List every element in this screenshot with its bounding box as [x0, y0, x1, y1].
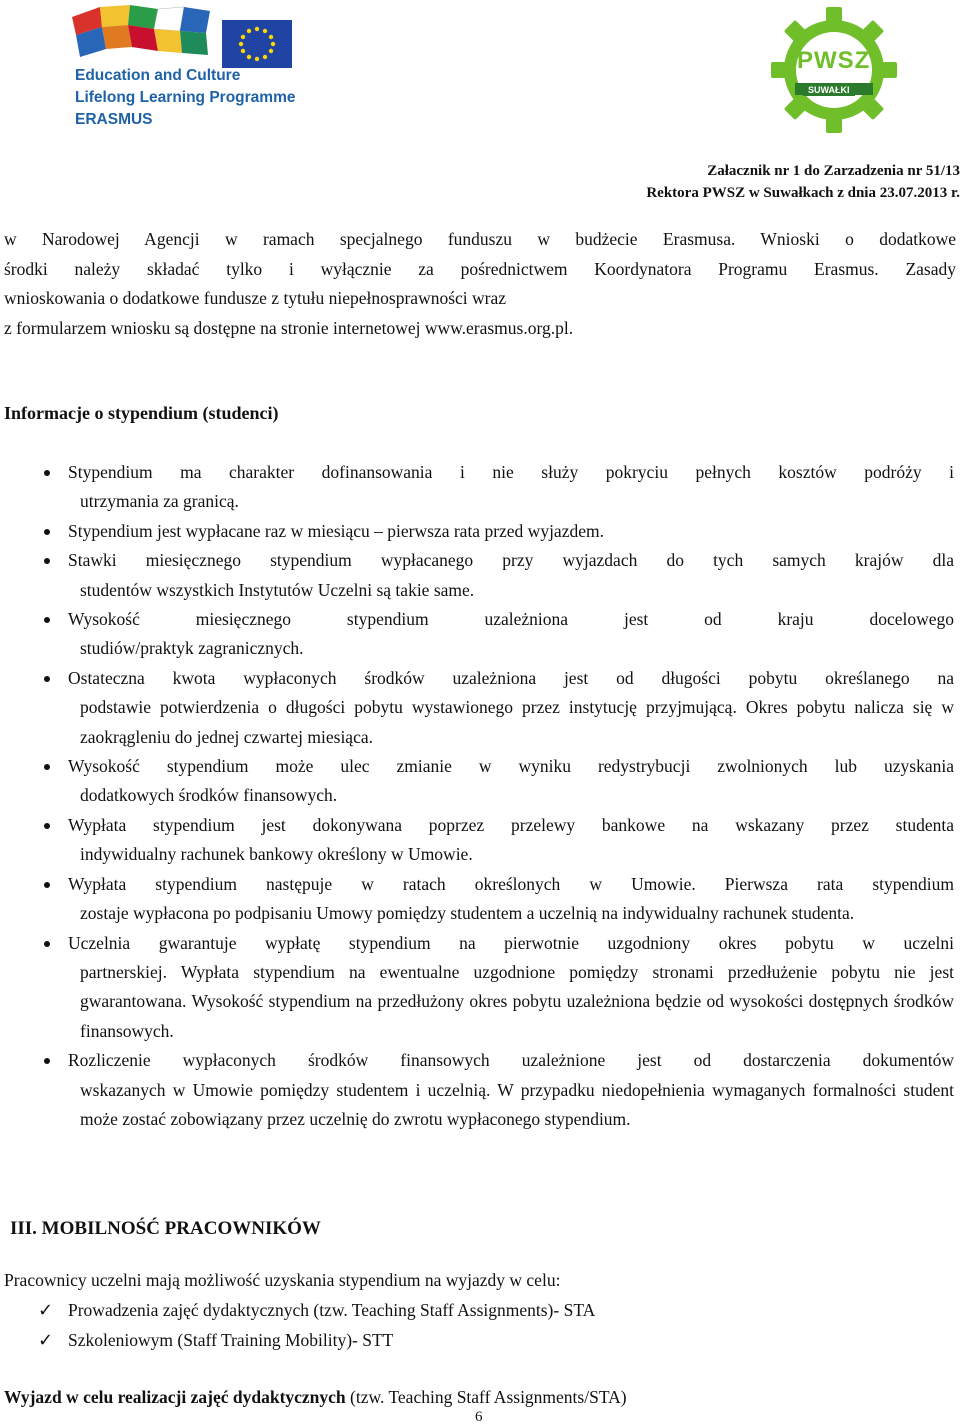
list-item-first-line: Wysokość stypendium może ulec zmianie w wyniku redystrybucji zwolnionych lub uzyskania — [68, 756, 954, 777]
subsection-heading-normal: (tzw. Teaching Staff Assignments/STA) — [345, 1387, 627, 1407]
staff-purpose-list — [0, 1296, 960, 1355]
bullet-icon — [44, 558, 50, 564]
checkmark-icon: ✓ — [38, 1300, 54, 1321]
list-item — [0, 929, 960, 1047]
student-info-list — [0, 458, 960, 1134]
list-item-first-line: Wypłata stypendium następuje w ratach określonych w Umowie. Pierwsza rata stypendium — [68, 873, 954, 894]
list-item-first-line: Stawki miesięcznego stypendium wypłacanego przy wyjazdach do tych samych krajów dla — [68, 550, 954, 571]
list-item — [0, 870, 960, 929]
list-item-first-line: Ostateczna kwota wypłaconych środków uzależniona jest od długości pobytu określanego na — [68, 667, 954, 688]
section-heading-students: Informacje o stypendium (studenci) — [4, 403, 279, 423]
list-item — [0, 605, 960, 664]
staff-intro: Pracownicy uczelni mają możliwość uzyskania stypendium na wyjazdy w celu: — [4, 1270, 561, 1290]
list-item-text: utrzymania za granicą. — [80, 491, 239, 512]
list-item-first-line: Rozliczenie wypłaconych środków finansowych uzależnione jest od dostarczenia dokumentów — [68, 1050, 954, 1071]
bullet-icon — [44, 676, 50, 682]
list-item — [0, 811, 960, 870]
list-item-text: podstawie potwierdzenia o długości pobytu wystawionego przez instytucję przyjmującą. Okres pobytu nalicza się w zaokrągleniu do jednej czwartej miesiąca. — [80, 697, 954, 747]
pwsz-logo-subtitle: SUWAŁKI — [803, 84, 855, 96]
flag-mosaic-icon — [72, 5, 212, 60]
eu-flag-icon — [222, 20, 292, 68]
intro-line: wnioskowania o dodatkowe fundusze z tytułu niepełnosprawności wraz — [4, 288, 507, 308]
bullet-icon — [44, 617, 50, 623]
list-item-text: studentów wszystkich Instytutów Uczelni są takie same. — [80, 579, 475, 600]
list-item-first-line: Wysokość miesięcznego stypendium uzależniona jest od kraju docelowego — [68, 609, 954, 630]
bullet-icon — [44, 941, 50, 947]
list-item-first-line: Wypłata stypendium jest dokonywana poprzez przelewy bankowe na wskazany przez studenta — [68, 814, 954, 835]
list-item — [0, 752, 960, 811]
intro-line: środki należy składać tylko i wyłącznie za pośrednictwem Koordynatora Programu Erasmus. Zasady — [4, 258, 956, 279]
bullet-icon — [44, 764, 50, 770]
list-item — [0, 1046, 960, 1134]
list-item-text: partnerskiej. Wypłata stypendium na ewentualne uzgodnione pomiędzy stronami przedłużenie pobytu nie jest gwarantowana. Wysokość stypendium na przedłużony okres pobytu uzależniona będzie od wysokości dostępnych środków finansowych. — [80, 961, 954, 1041]
page-number: 6 — [475, 1409, 483, 1425]
list-item-text: dodatkowych środków finansowych. — [80, 785, 338, 806]
list-item-text: studiów/praktyk zagranicznych. — [80, 638, 304, 659]
checkmark-icon: ✓ — [38, 1329, 54, 1351]
intro-line: z formularzem wniosku są dostępne na stronie internetowej www.erasmus.org.pl. — [4, 317, 574, 338]
list-item — [0, 458, 960, 517]
list-item-first-line: Stypendium jest wypłacane raz w miesiącu – pierwsza rata przed wyjazdem. — [68, 520, 604, 541]
pwsz-logo-text: PWSZ — [797, 47, 871, 74]
logo-line-2: Lifelong Learning Programme — [75, 89, 296, 106]
bullet-icon — [44, 882, 50, 888]
document-reference-line-1: Załacznik nr 1 do Zarzadzenia nr 51/13 — [707, 163, 960, 179]
list-item — [0, 1326, 960, 1356]
bullet-icon — [44, 470, 50, 476]
list-item — [0, 664, 960, 752]
erasmus-logo — [72, 5, 297, 135]
list-item-first-line: Stypendium ma charakter dofinansowania i nie służy pokryciu pełnych kosztów podróży i — [68, 462, 954, 482]
list-item — [0, 1296, 960, 1326]
subsection-heading-bold: Wyjazd w celu realizacji zajęć dydaktycznych — [4, 1387, 346, 1407]
list-item-first-line: Uczelnia gwarantuje wypłatę stypendium na pierwotnie uzgodniony okres pobytu w uczelni — [68, 932, 954, 953]
section-heading-staff: III. MOBILNOŚĆ PRACOWNIKÓW — [10, 1218, 321, 1239]
bullet-icon — [44, 1058, 50, 1064]
logo-line-3: ERASMUS — [75, 111, 153, 128]
bullet-icon — [44, 529, 50, 535]
list-item-text: Prowadzenia zajęć dydaktycznych (tzw. Teaching Staff Assignments)- STA — [68, 1300, 596, 1320]
list-item-text: indywidualny rachunek bankowy określony w Umowie. — [80, 844, 473, 865]
logo-line-1: Education and Culture — [75, 67, 241, 84]
list-item-text: wskazanych w Umowie pomiędzy studentem i uczelnią. W przypadku niedopełnienia wymaganych formalności student może zostać zobowiązany przez uczelnię do zwrotu wypłaconego stypendium. — [80, 1079, 954, 1129]
bullet-icon — [44, 823, 50, 829]
intro-paragraph — [4, 225, 956, 343]
logo-text — [75, 65, 295, 131]
intro-line: w Narodowej Agencji w ramach specjalnego funduszu w budżecie Erasmusa. Wnioski o dodatkowe — [4, 229, 956, 249]
document-reference-line-2: Rektora PWSZ w Suwałkach z dnia 23.07.2013 r. — [646, 185, 960, 201]
list-item — [0, 517, 960, 546]
list-item-text: Szkoleniowym (Staff Training Mobility)- STT — [68, 1329, 394, 1350]
pwsz-logo — [769, 5, 899, 135]
list-item-text: zostaje wypłacona po podpisaniu Umowy pomiędzy studentem a uczelnią na indywidualny rachunek studenta. — [80, 903, 855, 924]
list-item — [0, 546, 960, 605]
